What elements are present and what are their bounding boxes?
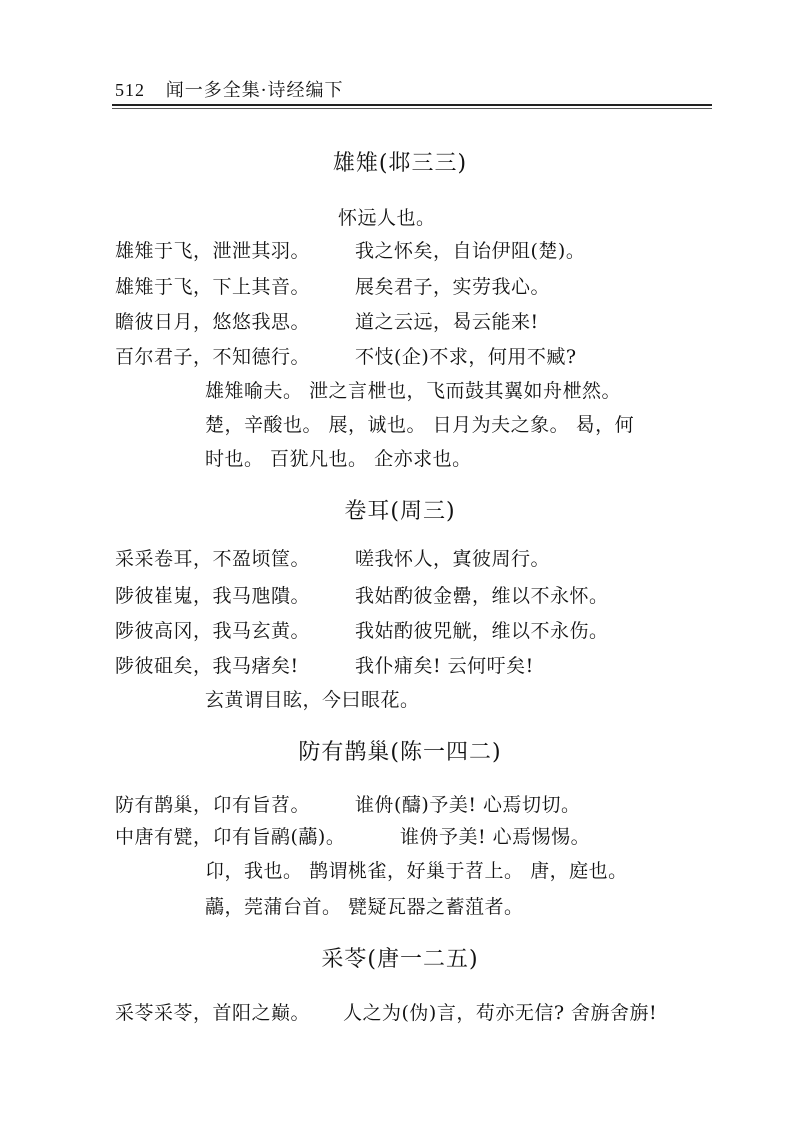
- header-rule-thin: [112, 108, 712, 109]
- page-number: 512: [115, 80, 145, 100]
- stanza-line-a: 防有鹊巢，卬有旨苕。: [115, 794, 311, 816]
- commentary-line: 时也。 百犹凡也。 企亦求也。: [205, 448, 472, 470]
- stanza-line-b: 我仆痡矣! 云何吁矣!: [355, 655, 534, 677]
- stanza-line-b: 我姑酌彼金罍，维以不永怀。: [355, 585, 609, 607]
- stanza-line-a: 瞻彼日月，悠悠我思。: [115, 311, 311, 333]
- running-title: 闻一多全集·诗经编下: [165, 80, 344, 101]
- stanza-line-b: 谁侜(醻)予美! 心焉切切。: [355, 794, 581, 816]
- poem-title: 雄雉(邶三三): [332, 151, 468, 176]
- header-rule: [112, 104, 712, 106]
- stanza-line-a: 雄雉于飞，下上其音。: [115, 276, 311, 298]
- stanza-line-a: 陟彼砠矣，我马瘏矣!: [115, 655, 299, 677]
- stanza-line-a: 陟彼崔嵬，我马虺隤。: [115, 585, 311, 607]
- stanza-line-a: 采苓采苓，首阳之巅。: [115, 1002, 311, 1024]
- commentary-line: 楚，辛酸也。 展，诚也。 日月为夫之象。 曷，何: [205, 414, 635, 436]
- commentary-line: 玄黄谓目眩，今曰眼花。: [205, 689, 420, 711]
- stanza-line-a: 陟彼高冈，我马玄黄。: [115, 620, 311, 642]
- stanza-line-b: 我姑酌彼兕觥，维以不永伤。: [355, 620, 609, 642]
- stanza-line-b: 嗟我怀人，寘彼周行。: [355, 548, 551, 570]
- commentary-line: 雄雉喻夫。 泄之言枻也，飞而鼓其翼如舟枻然。: [205, 380, 622, 402]
- poem-title: 防有鹊巢(陈一四二): [298, 740, 502, 765]
- stanza-line-a: 采采卷耳，不盈顷筐。: [115, 548, 311, 570]
- poem-title: 采苓(唐一二五): [321, 947, 479, 972]
- stanza-line-b: 展矣君子，实劳我心。: [355, 276, 551, 298]
- commentary-line: 虉，莞蒲台首。 甓疑瓦器之蓄菹者。: [205, 896, 524, 918]
- stanza-line-a: 雄雉于飞，泄泄其羽。: [115, 240, 311, 262]
- stanza-line-a: 百尔君子，不知德行。: [115, 346, 311, 368]
- stanza-line-b: 人之为(伪)言，苟亦无信? 舍旃舍旃!: [343, 1002, 658, 1024]
- stanza-line-a: 中唐有甓，卬有旨鹝(虉)。: [115, 826, 346, 848]
- stanza-line-b: 我之怀矣，自诒伊阻(楚)。: [355, 240, 586, 262]
- page-header: [115, 76, 343, 102]
- stanza-line-b: 不忮(企)不求，何用不臧?: [355, 346, 577, 368]
- stanza-line-b: 道之云远，曷云能来!: [355, 311, 539, 333]
- stanza-line-b: 谁侜予美! 心焉惕惕。: [400, 826, 591, 848]
- poem-preface: 怀远人也。: [338, 207, 436, 229]
- poem-title: 卷耳(周三): [344, 499, 456, 524]
- commentary-line: 卬，我也。 鹊谓桃雀，好巢于苕上。 唐，庭也。: [205, 860, 628, 882]
